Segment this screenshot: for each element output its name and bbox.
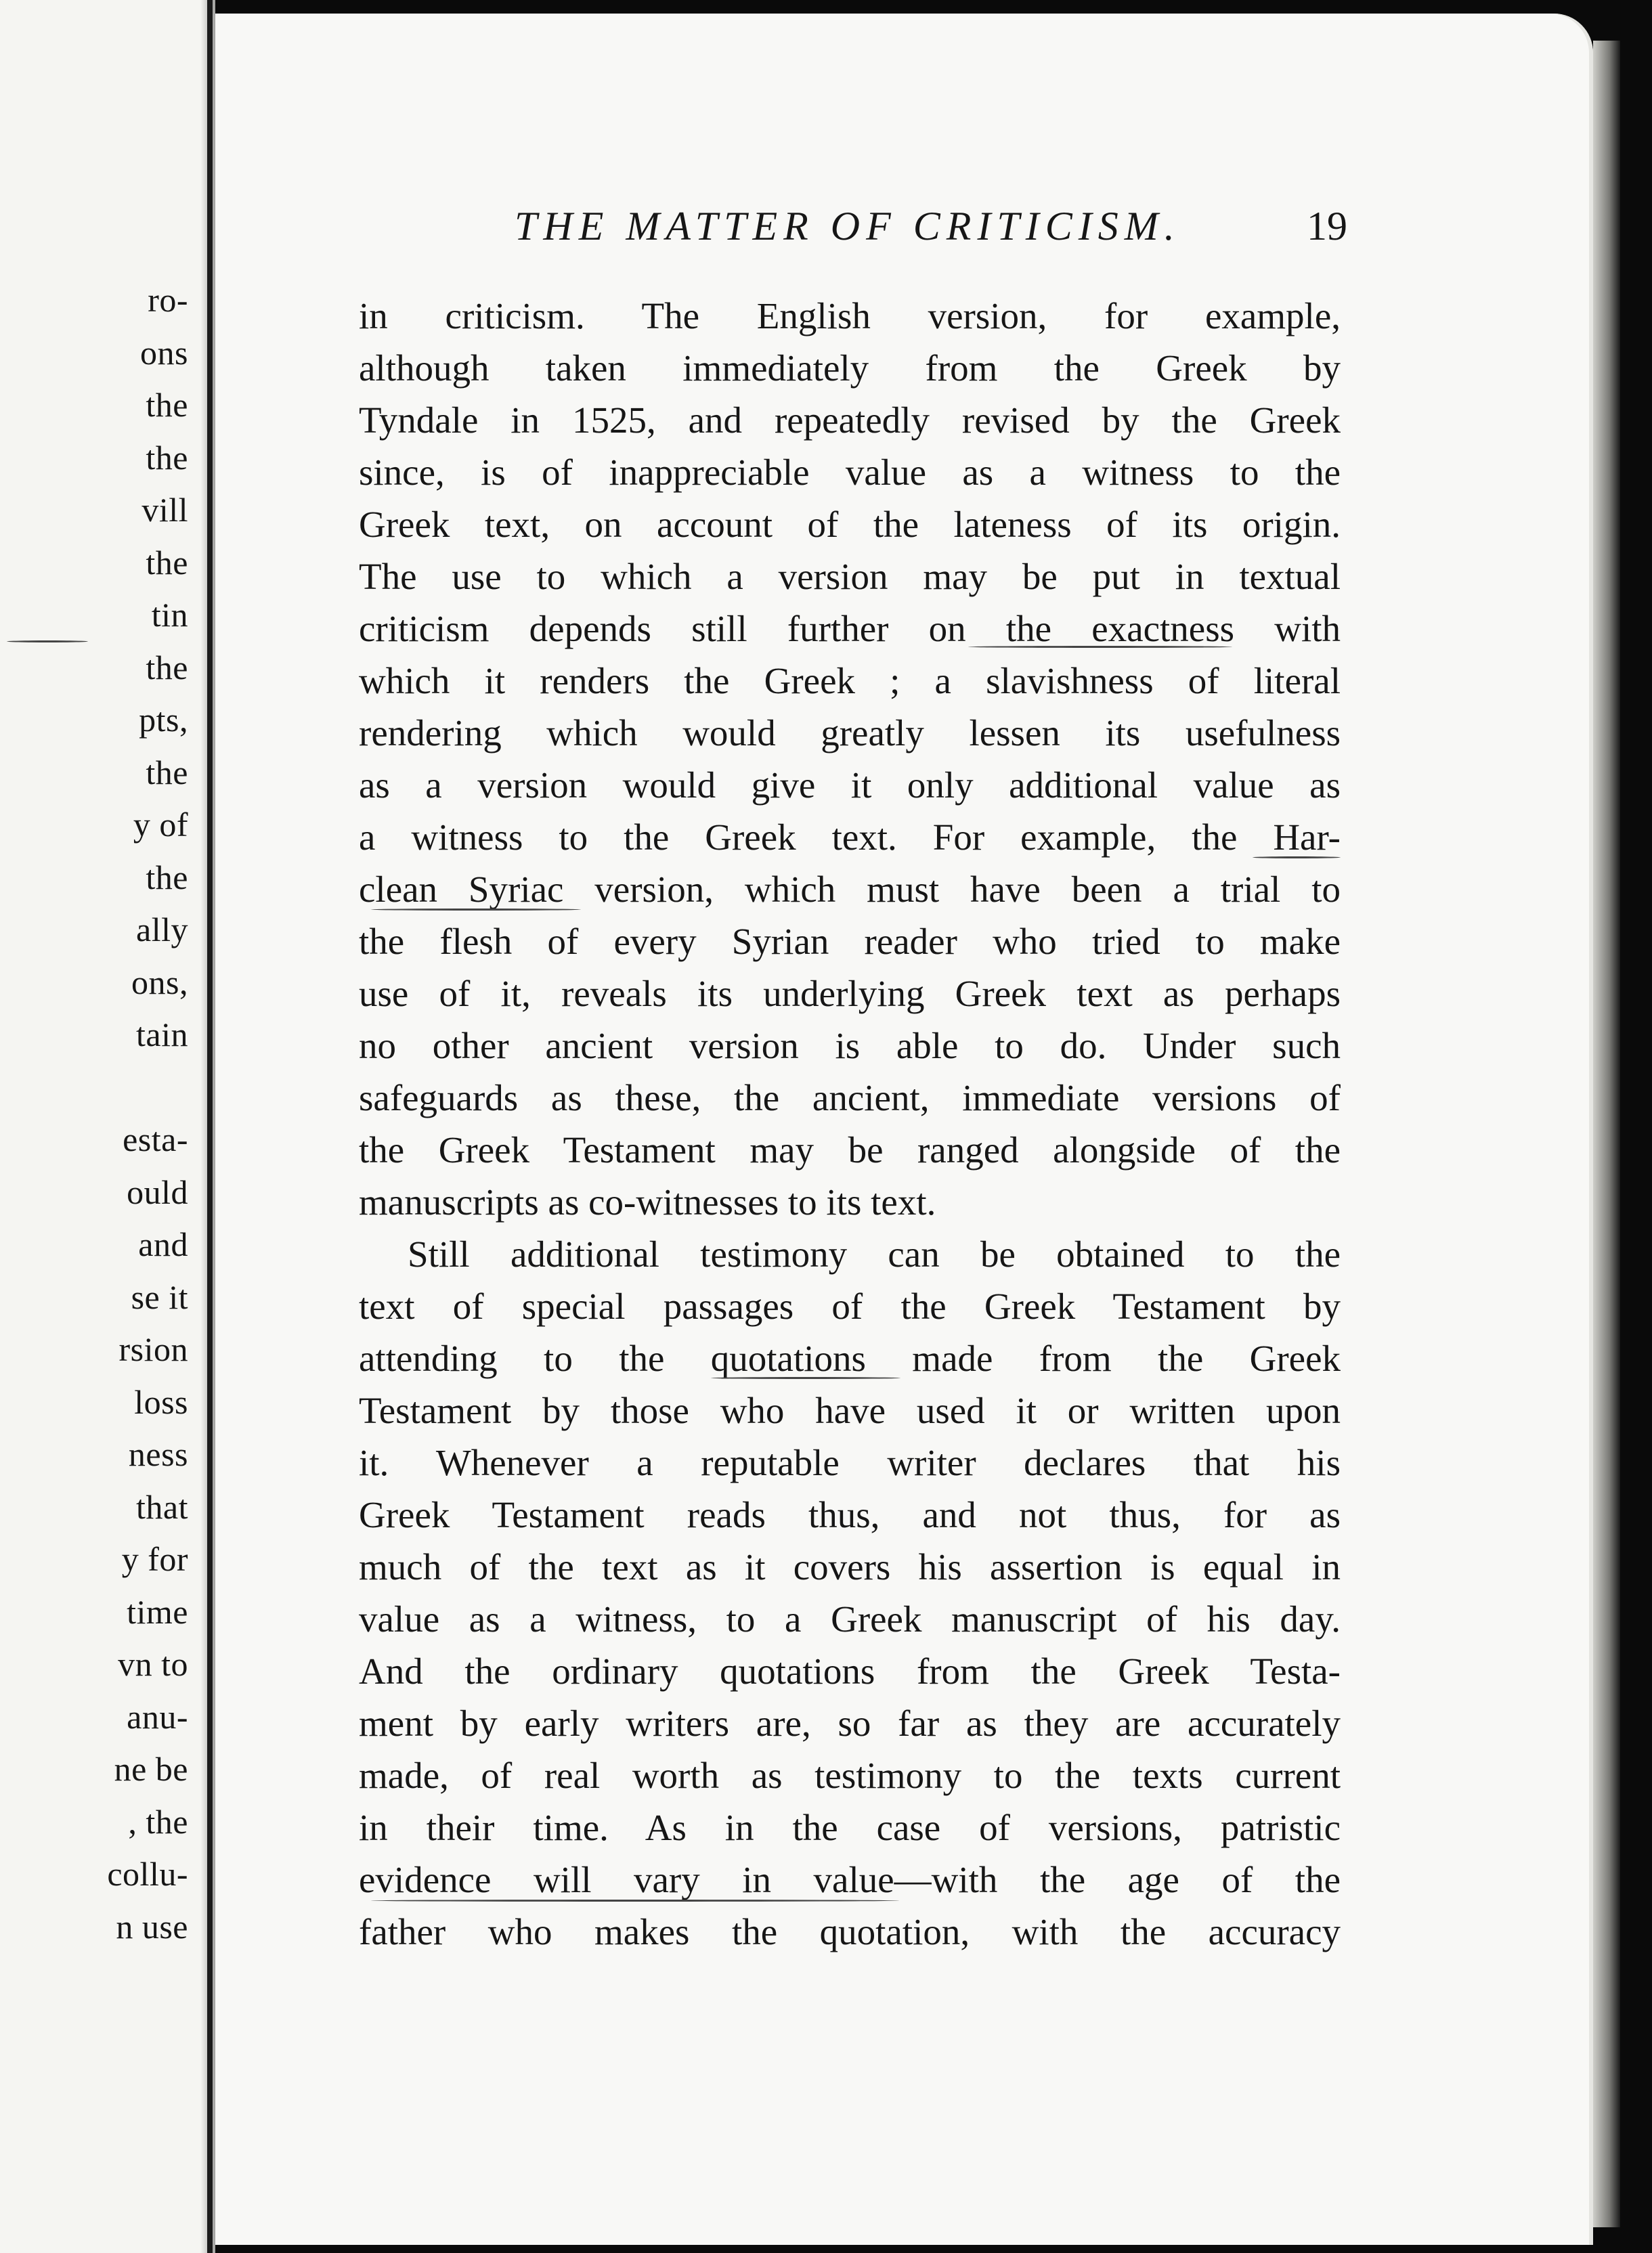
facing-page-line: ness (128, 1435, 188, 1473)
facing-page-line: the (146, 543, 188, 582)
facing-page-line: ons, (131, 963, 188, 1001)
text-line: made, of real worth as testimony to the texts current (359, 1755, 1341, 1796)
body-text (359, 290, 1341, 1958)
facing-page-line: se it (131, 1277, 188, 1316)
text-line: value as a witness, to a Greek manuscript of his day. (359, 1598, 1341, 1640)
text-line: as a version would give it only additional value as (359, 764, 1341, 806)
facing-page-line: time (127, 1592, 188, 1631)
text-line: a witness to the Greek text. For example, the Har- (359, 816, 1341, 858)
page-number: 19 (1307, 204, 1347, 248)
facing-page-line: tain (136, 1015, 188, 1053)
pencil-underline (371, 909, 581, 911)
facing-page-line: n use (116, 1907, 188, 1946)
facing-page-line: that (136, 1487, 188, 1526)
facing-page-line: esta- (123, 1120, 188, 1158)
text-line: The use to which a version may be put in textual (359, 556, 1341, 597)
text-line: in their time. As in the case of versions, patristic (359, 1807, 1341, 1848)
facing-page-line: tin (151, 596, 188, 634)
text-line: safeguards as these, the ancient, immediate versions of (359, 1077, 1341, 1118)
page-edge (1593, 41, 1620, 2227)
pencil-underline (968, 646, 1232, 648)
facing-page-line: ould (127, 1173, 188, 1211)
facing-page-line: the (146, 648, 188, 686)
facing-page-line (107, 1062, 188, 1114)
text-line: it. Whenever a reputable writer declares that his (359, 1442, 1341, 1483)
facing-page-line: pts, (139, 701, 188, 739)
facing-page-line: loss (134, 1382, 188, 1421)
pencil-underline (371, 1900, 899, 1902)
text-line: criticism depends still further on the exactness with (359, 608, 1341, 649)
text-line: which it renders the Greek ; a slavishness of literal (359, 660, 1341, 701)
text-line: in criticism. The English version, for example, (359, 295, 1341, 336)
facing-page-line: ally (136, 911, 188, 948)
facing-page-line: vill (142, 491, 188, 529)
facing-page-line: the (146, 386, 188, 424)
text-line: attending to the quotations made from the Greek (359, 1338, 1341, 1379)
page-header (515, 203, 1347, 264)
facing-page-line: the (146, 438, 188, 477)
facing-page (0, 0, 215, 2253)
book-spine (207, 0, 213, 2253)
text-line: evidence will vary in value—with the age of the (359, 1859, 1341, 1900)
text-line: Tyndale in 1525, and repeatedly revised by the Greek (359, 399, 1341, 441)
text-line: clean Syriac version, which must have been a trial to (359, 869, 1341, 910)
pencil-underline (711, 1377, 900, 1379)
facing-page-line: collu- (107, 1855, 188, 1893)
facing-page-line: ro- (148, 281, 188, 319)
facing-page-line: rsion (118, 1330, 188, 1368)
text-line: use of it, reveals its underlying Greek text as perhaps (359, 973, 1341, 1014)
text-line: text of special passages of the Greek Testament by (359, 1286, 1341, 1327)
text-line: the flesh of every Syrian reader who tried to make (359, 921, 1341, 962)
facing-page-line: and (138, 1225, 188, 1263)
text-line: ment by early writers are, so far as they are accurately (359, 1703, 1341, 1744)
facing-page-line: vn to (118, 1645, 188, 1683)
facing-page-line: , the (128, 1802, 188, 1841)
facing-page-line: y for (121, 1540, 188, 1578)
text-line: Greek text, on account of the lateness of its origin. (359, 504, 1341, 545)
text-line: the Greek Testament may be ranged alongside of the (359, 1129, 1341, 1171)
text-line: no other ancient version is able to do. Under such (359, 1025, 1341, 1066)
facing-page-line: y of (133, 806, 188, 844)
text-line: since, is of inappreciable value as a witness to the (359, 452, 1341, 493)
text-line: although taken immediately from the Greek by (359, 347, 1341, 389)
pencil-underline (1253, 856, 1341, 858)
text-line: much of the text as it covers his assertion is equal in (359, 1546, 1341, 1588)
facing-page-line: the (146, 753, 188, 791)
facing-page-line: anu- (127, 1697, 188, 1736)
text-line: father who makes the quotation, with the accuracy (359, 1911, 1341, 1952)
text-line: Still additional testimony can be obtained to the (408, 1233, 1341, 1275)
text-line: manuscripts as co-witnesses to its text. (359, 1181, 936, 1223)
text-line: And the ordinary quotations from the Greek Testa- (359, 1650, 1341, 1692)
text-line: rendering which would greatly lessen its usefulness (359, 712, 1341, 753)
facing-page-line: the (146, 858, 188, 896)
facing-page-line: ne be (114, 1750, 188, 1788)
text-line: Greek Testament reads thus, and not thus, for as (359, 1494, 1341, 1535)
facing-page-line: ons (140, 333, 188, 372)
text-line: Testament by those who have used it or written upon (359, 1390, 1341, 1431)
facing-page-text (107, 274, 188, 1953)
running-title: THE MATTER OF CRITICISM. (515, 204, 1181, 248)
pencil-underline (7, 640, 88, 642)
